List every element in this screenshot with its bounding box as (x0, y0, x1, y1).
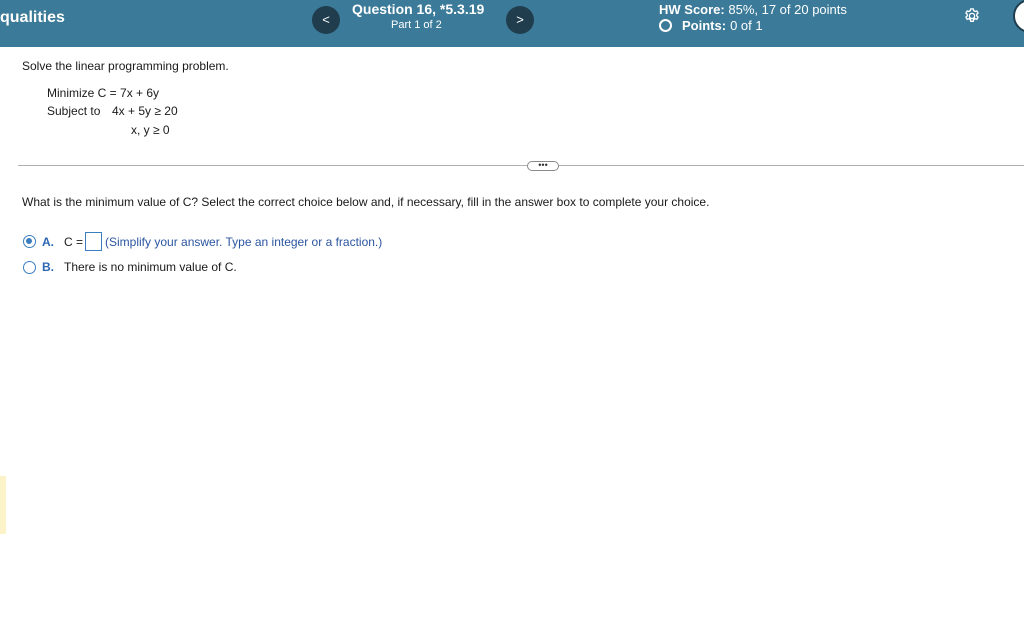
objective-function: Minimize C = 7x + 6y (47, 86, 160, 100)
choice-a[interactable] (23, 232, 382, 251)
constraint-2: x, y ≥ 0 (131, 123, 170, 137)
points (659, 18, 763, 33)
gear-icon[interactable] (963, 7, 981, 25)
choice-b-radio[interactable] (23, 261, 36, 274)
choice-a-hint: (Simplify your answer. Type an integer or a fraction.) (105, 234, 383, 249)
header-bar (0, 0, 1024, 47)
profile-avatar[interactable] (1013, 0, 1024, 33)
choice-a-prefix: C = (64, 234, 84, 249)
question-title: Question 16, *5.3.19 (352, 1, 485, 17)
chevron-left-icon: < (322, 12, 330, 27)
hw-score (659, 2, 847, 17)
points-value: 0 of 1 (730, 18, 763, 33)
next-question-button[interactable] (506, 6, 534, 34)
previous-question-button[interactable] (312, 6, 340, 34)
points-label: Points: (682, 18, 727, 33)
course-title: qualities (0, 9, 65, 26)
constraint-1: 4x + 5y ≥ 20 (112, 104, 178, 118)
choice-a-radio[interactable] (23, 235, 36, 248)
hw-score-value: 85%, 17 of 20 points (728, 2, 847, 17)
points-circle-icon (659, 19, 672, 32)
question-part: Part 1 of 2 (391, 19, 442, 31)
choice-b-letter: B. (42, 260, 54, 274)
hw-score-label: HW Score: (659, 2, 725, 17)
answer-input-box[interactable] (85, 232, 102, 251)
expand-more-button[interactable]: ••• (527, 161, 559, 171)
choice-b[interactable] (23, 260, 237, 274)
choice-b-text: There is no minimum value of C. (64, 260, 237, 274)
question-text: What is the minimum value of C? Select the correct choice below and, if necessary, fill in the answer box to complete your choice. (22, 195, 710, 209)
choice-a-letter: A. (42, 234, 54, 249)
chevron-right-icon: > (516, 12, 524, 27)
section-divider (18, 165, 1024, 166)
side-highlight-strip (0, 476, 6, 534)
problem-instructions: Solve the linear programming problem. (22, 59, 229, 73)
subject-to-label: Subject to (47, 104, 101, 118)
